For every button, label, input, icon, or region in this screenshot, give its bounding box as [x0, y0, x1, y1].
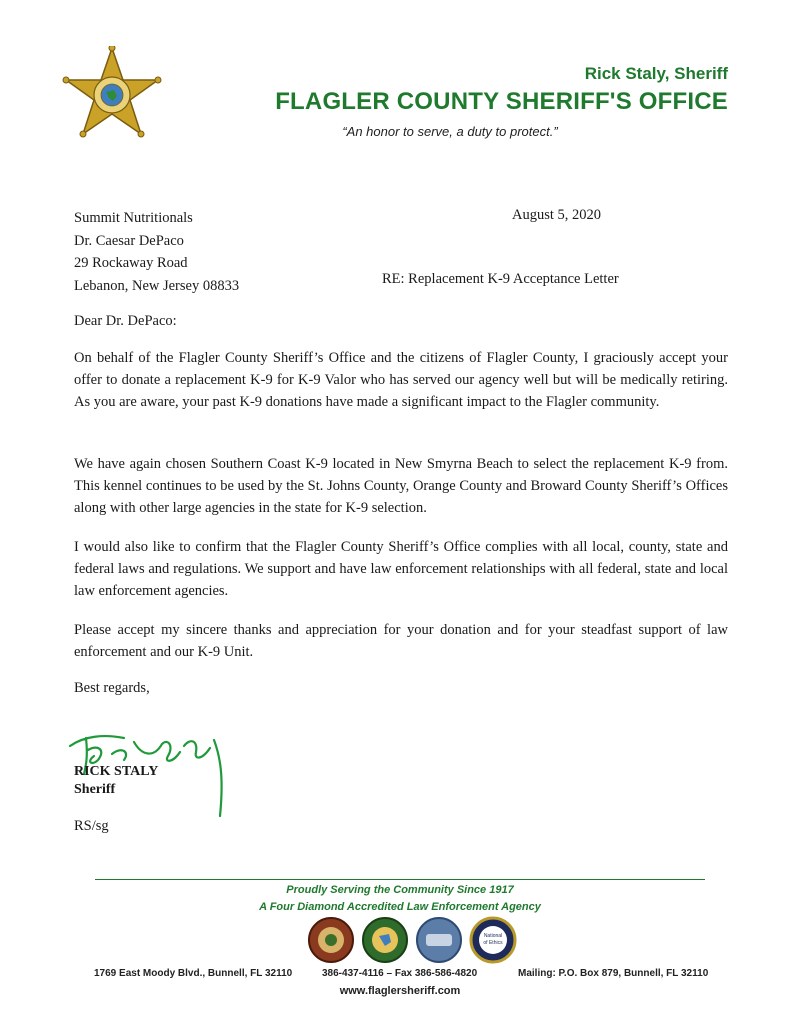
body-paragraph: Please accept my sincere thanks and appreciation for your donation and for your steadfast support of law enforcement and our K-9 Unit. — [74, 622, 728, 660]
fsa-seal-icon — [309, 918, 353, 962]
footer-address: 1769 East Moody Blvd., Bunnell, FL 32110 — [94, 968, 293, 979]
salutation: Dear Dr. DePaco: — [74, 313, 177, 329]
recipient-name: Dr. Caesar DePaco — [74, 232, 184, 249]
motto: “An honor to serve, a duty to protect.” — [342, 124, 558, 139]
signer-name: RICK STALY — [74, 764, 159, 779]
sheriff-name-heading: Rick Staly, Sheriff — [584, 64, 728, 83]
ethics-seal-icon — [471, 918, 515, 962]
footer-website-link[interactable]: www.flaglersheriff.com — [339, 985, 461, 997]
typist-initials: RS/sg — [74, 818, 109, 834]
recipient-company: Summit Nutritionals — [74, 210, 193, 226]
body-paragraph: On behalf of the Flagler County Sheriff’s Office and the citizens of Flagler County, I graciously accept your offer to donate a replacement K-9 for K-9 Valor who has served our agency well but will be medically retiring. As you are aware, your past K-9 donations have made a significant impact to the Flagler community. — [74, 350, 728, 410]
office-name-heading: FLAGLER COUNTY SHERIFF'S OFFICE — [275, 88, 728, 115]
footer-divider — [95, 879, 705, 880]
footer-phone-fax: 386-437-4116 – Fax 386-586-4820 — [322, 968, 478, 979]
accreditation-seals — [306, 914, 520, 966]
recipient-city: Lebanon, New Jersey 08833 — [74, 277, 240, 294]
letter-date: August 5, 2020 — [512, 207, 602, 223]
footer-tagline: Proudly Serving the Community Since 1917 — [286, 884, 514, 896]
sheriff-star-badge-icon — [62, 46, 162, 142]
svg-text:of Ethics: of Ethics — [483, 940, 503, 946]
cfa-seal-icon — [417, 918, 461, 962]
footer-accreditation: A Four Diamond Accredited Law Enforcement Agency — [259, 901, 541, 913]
re-line: RE: Replacement K-9 Acceptance Letter — [382, 271, 619, 287]
recipient-address — [74, 207, 239, 297]
signer-title: Sheriff — [74, 782, 116, 797]
florida-seal-icon — [363, 918, 407, 962]
body-paragraph: We have again chosen Southern Coast K-9 located in New Smyrna Beach to select the replacement K-9 from. This kennel continues to be used by the St. Johns County, Orange County and Broward County Sheriff’s Offices along with other large agencies in the state for K-9 selection. — [74, 456, 728, 516]
footer-mailing: Mailing: P.O. Box 879, Bunnell, FL 32110 — [518, 968, 709, 979]
body-paragraph: I would also like to confirm that the Flagler County Sheriff’s Office complies with all local, county, state and federal laws and regulations. We support and have law enforcement relationships with all federal, state and local law enforcement agencies. — [74, 539, 728, 599]
svg-text:National: National — [483, 933, 503, 939]
closing: Best regards, — [74, 680, 150, 696]
recipient-street: 29 Rockaway Road — [74, 255, 188, 271]
